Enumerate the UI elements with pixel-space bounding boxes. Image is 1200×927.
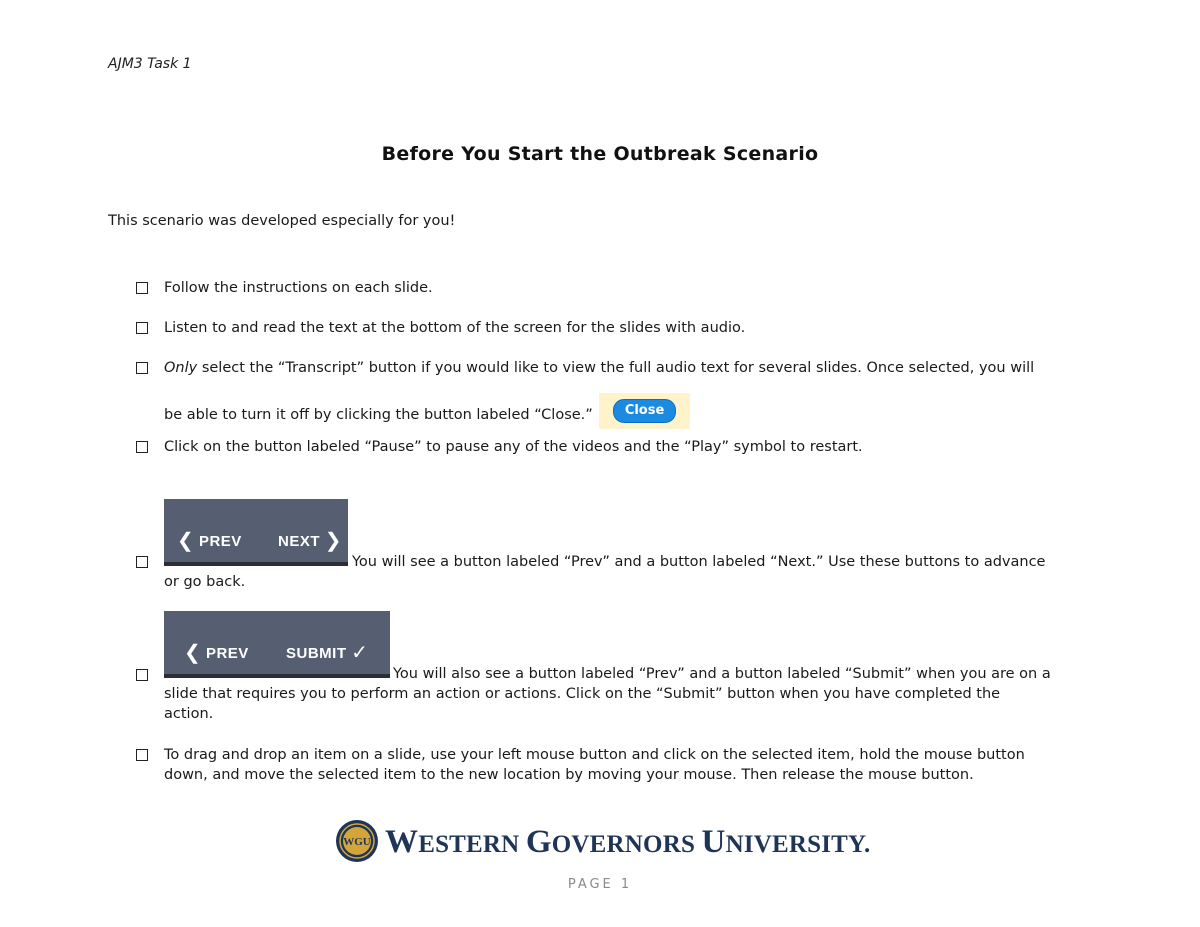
item-text-line1: You will also see a button labeled “Prev” and a button labeled “Submit” when you are on a (393, 666, 1051, 682)
close-button: Close (613, 399, 676, 423)
checkbox-icon (136, 282, 148, 294)
nav-bar-shadow (164, 674, 390, 678)
intro-text: This scenario was developed especially for you! (108, 213, 456, 229)
item-text (164, 358, 1094, 378)
item-text-line2: slide that requires you to perform an action or actions. Click on the “Submit” button when you have completed the (164, 686, 1001, 702)
item-text: Follow the instructions on each slide. (164, 280, 433, 296)
item-text-line2: or go back. (164, 574, 246, 590)
close-button-image (599, 393, 690, 429)
wgu-logo (333, 818, 871, 864)
seal-lettering: WGU (343, 836, 371, 848)
wgu-wordmark: WESTERN GOVERNORS UNIVERSITY. (385, 824, 871, 860)
submit-button: SUBMIT ✓ (286, 642, 369, 664)
item-text-line2-content: be able to turn it off by clicking the button labeled “Close.” (164, 407, 593, 423)
checkbox-icon (136, 556, 148, 568)
chevron-left-icon: ❮ (184, 642, 202, 664)
item-text: Click on the button labeled “Pause” to pause any of the videos and the “Play” symbol to restart. (164, 439, 863, 455)
item-text-line1: select the “Transcript” button if you would like to view the full audio text for several slides. Once selected, you will (197, 360, 1035, 376)
prev-button: ❮ PREV (177, 530, 242, 552)
emphasis-text: Only (164, 360, 198, 376)
checkbox-icon (136, 669, 148, 681)
page-number: PAGE 1 (567, 877, 633, 892)
chevron-right-icon: ❯ (324, 530, 342, 552)
wgu-seal-icon (335, 819, 379, 863)
item-text-line3: action. (164, 706, 214, 722)
item-text-line1: To drag and drop an item on a slide, use your left mouse button and click on the selected item, hold the mouse button (164, 747, 1025, 763)
item-text-line2 (164, 397, 1094, 433)
checkbox-icon (136, 749, 148, 761)
header-label: AJM3 Task 1 (108, 56, 192, 72)
item-text-line2: down, and move the selected item to the new location by moving your mouse. Then release the mouse button. (164, 767, 974, 783)
page-title: Before You Start the Outbreak Scenario (381, 143, 819, 165)
prev-button: ❮ PREV (184, 642, 249, 664)
chevron-left-icon: ❮ (177, 530, 195, 552)
checkbox-icon (136, 441, 148, 453)
prev-next-button-image (164, 499, 348, 566)
checkbox-icon (136, 362, 148, 374)
item-text: Listen to and read the text at the bottom of the screen for the slides with audio. (164, 320, 746, 336)
next-button: NEXT ❯ (278, 530, 342, 552)
checkbox-icon (136, 322, 148, 334)
nav-bar-shadow (164, 562, 348, 566)
item-text-line1: You will see a button labeled “Prev” and a button labeled “Next.” Use these buttons to advance (352, 554, 1046, 570)
prev-submit-button-image (164, 611, 390, 678)
checkmark-icon: ✓ (351, 642, 369, 664)
